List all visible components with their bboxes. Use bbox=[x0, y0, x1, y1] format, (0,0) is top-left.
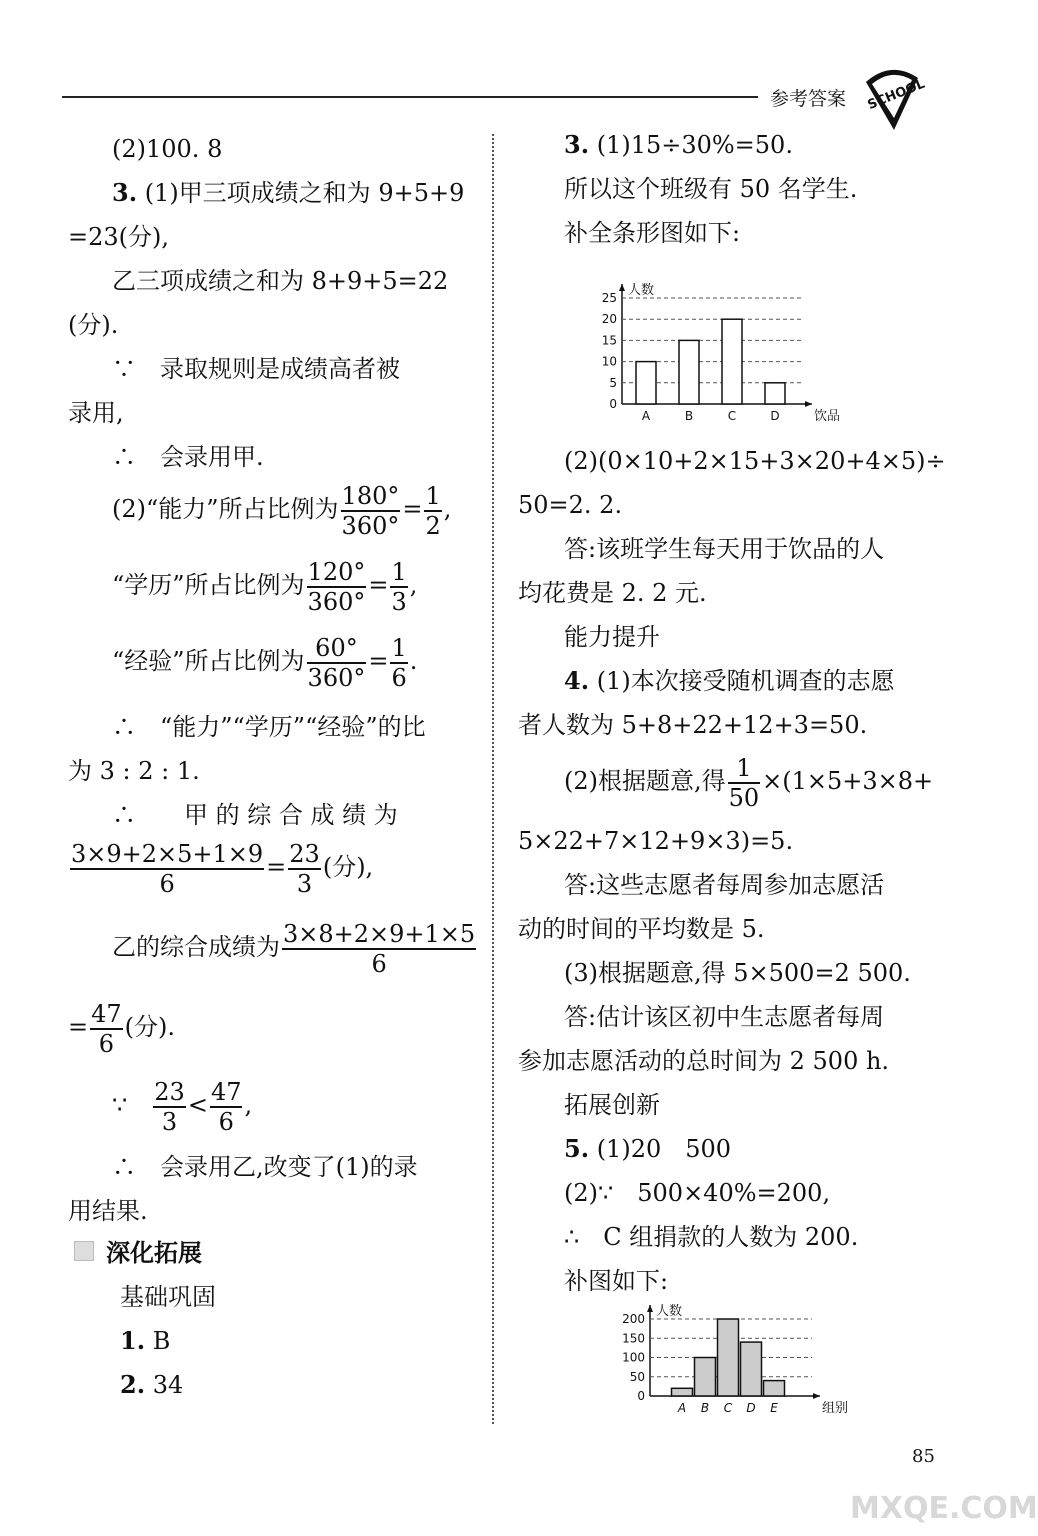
x-tick-label: B bbox=[700, 1401, 710, 1415]
y-tick-label: 20 bbox=[601, 312, 617, 327]
fraction bbox=[90, 1000, 123, 1058]
y-tick-label: 100 bbox=[622, 1350, 645, 1365]
punctuation: , bbox=[443, 495, 452, 523]
denominator: 6 bbox=[98, 1029, 115, 1058]
line-text: “学历”所占比例为 bbox=[112, 571, 305, 599]
denominator: 3 bbox=[391, 587, 407, 616]
line-text: (1)15÷30%=50. bbox=[589, 131, 793, 159]
fraction bbox=[424, 482, 441, 540]
line-text: (分). bbox=[124, 1013, 176, 1041]
x-axis-arrow bbox=[813, 1393, 820, 1399]
line: 参加志愿活动的总时间为 2 500 h. bbox=[518, 1047, 890, 1075]
line: ∵ 录取规则是成绩高者被 bbox=[112, 355, 400, 383]
denominator: 360° bbox=[307, 663, 366, 692]
x-tick-label: A bbox=[677, 1401, 687, 1415]
line: 为 3 : 2 : 1. bbox=[68, 757, 200, 785]
subsection-heading: 拓展创新 bbox=[564, 1091, 660, 1119]
fraction bbox=[307, 558, 367, 616]
line-text: (1)本次接受随机调查的志愿 bbox=[589, 667, 895, 695]
bar-chart-drinks bbox=[600, 262, 840, 432]
numerator: 3×8+2×9+1×5 bbox=[283, 919, 476, 948]
page-number: 85 bbox=[912, 1446, 935, 1467]
x-tick-label: A bbox=[641, 409, 651, 423]
line: =23(分), bbox=[68, 223, 170, 251]
x-axis-arrow bbox=[805, 401, 812, 407]
line: ∴ 甲 的 综 合 成 绩 为 bbox=[112, 801, 398, 829]
header-title: 参考答案 bbox=[770, 88, 847, 110]
line: 答:这些志愿者每周参加志愿活 bbox=[564, 871, 885, 899]
line bbox=[112, 178, 464, 208]
fraction bbox=[728, 754, 761, 812]
line bbox=[564, 1134, 731, 1164]
fraction bbox=[307, 634, 367, 692]
question-number: 3. bbox=[112, 178, 138, 207]
line-text: ∵ bbox=[112, 1091, 152, 1119]
line: 所以这个班级有 50 名学生. bbox=[564, 175, 858, 203]
numerator: 23 bbox=[154, 1077, 185, 1106]
math-line bbox=[112, 480, 451, 540]
math-line bbox=[564, 752, 933, 812]
numerator: 120° bbox=[307, 557, 366, 586]
watermark: MXQE.COM bbox=[850, 1491, 1038, 1526]
bar bbox=[679, 340, 699, 404]
numerator: 47 bbox=[91, 999, 122, 1028]
y-tick-label: 0 bbox=[637, 1389, 645, 1403]
fraction bbox=[70, 840, 264, 898]
line: 用结果. bbox=[68, 1197, 148, 1225]
fraction bbox=[390, 634, 407, 692]
line: 录用, bbox=[68, 399, 124, 427]
y-axis-arrow bbox=[647, 1305, 653, 1312]
question-number: 3. bbox=[564, 130, 590, 159]
bar bbox=[636, 362, 656, 404]
operator: = bbox=[266, 853, 287, 881]
denominator: 360° bbox=[341, 511, 400, 540]
line: 答:估计该区初中生志愿者每周 bbox=[564, 1003, 885, 1031]
column-divider bbox=[492, 134, 494, 1424]
line-text: ×(1×5+3×8+ bbox=[762, 767, 934, 795]
y-axis-arrow bbox=[619, 284, 625, 291]
line: 均花费是 2. 2 元. bbox=[518, 579, 707, 607]
numerator: 1 bbox=[391, 557, 407, 586]
fraction bbox=[153, 1078, 186, 1136]
numerator: 47 bbox=[210, 1077, 242, 1106]
y-tick-label: 15 bbox=[601, 333, 617, 348]
numerator: 60° bbox=[307, 634, 367, 664]
numerator: 180° bbox=[341, 481, 400, 510]
x-tick-label: D bbox=[770, 409, 780, 423]
y-tick-label: 200 bbox=[622, 1312, 645, 1326]
line-text: (分), bbox=[322, 853, 374, 881]
y-tick-label: 10 bbox=[601, 354, 617, 369]
math-line bbox=[68, 998, 175, 1058]
subsection-heading: 能力提升 bbox=[564, 623, 660, 651]
line bbox=[564, 130, 793, 160]
bar bbox=[672, 1388, 693, 1396]
line: 50=2. 2. bbox=[518, 491, 623, 519]
y-tick-label: 25 bbox=[601, 291, 617, 305]
line: ∴ 会录用甲. bbox=[112, 443, 264, 471]
denominator: 6 bbox=[218, 1107, 234, 1136]
denominator: 360° bbox=[307, 587, 366, 616]
y-tick-label: 5 bbox=[609, 375, 617, 390]
x-tick-label: E bbox=[770, 1401, 778, 1415]
fraction bbox=[288, 840, 321, 898]
line-text: (2)“能力”所占比例为 bbox=[112, 495, 339, 523]
operator: < bbox=[187, 1091, 208, 1119]
y-axis-label: 人数 bbox=[628, 283, 655, 298]
bar bbox=[695, 1358, 716, 1397]
math-line bbox=[112, 556, 417, 616]
question-number: 1. bbox=[120, 1326, 146, 1355]
numerator: 1 bbox=[425, 481, 441, 510]
fraction bbox=[341, 482, 401, 540]
line: 答:该班学生每天用于饮品的人 bbox=[564, 535, 885, 563]
denominator: 6 bbox=[159, 869, 175, 898]
denominator: 3 bbox=[296, 869, 313, 898]
line: ∴ “能力”“学历”“经验”的比 bbox=[112, 713, 426, 741]
denominator: 6 bbox=[371, 949, 387, 978]
operator: = bbox=[68, 1013, 89, 1041]
math-line bbox=[112, 1076, 252, 1136]
bar bbox=[764, 1381, 785, 1396]
numerator: 3×9+2×5+1×9 bbox=[71, 839, 264, 868]
line: ∴ 会录用乙,改变了(1)的录 bbox=[112, 1153, 418, 1181]
denominator: 50 bbox=[728, 783, 760, 812]
operator: = bbox=[402, 495, 423, 523]
line: 乙三项成绩之和为 8+9+5=22 bbox=[112, 267, 449, 295]
punctuation: , bbox=[409, 571, 418, 599]
math-line bbox=[68, 838, 373, 898]
line: (分). bbox=[68, 311, 119, 339]
denominator: 3 bbox=[161, 1107, 178, 1136]
question-number: 5. bbox=[564, 1134, 590, 1163]
x-tick-label: D bbox=[746, 1401, 756, 1415]
numerator: 23 bbox=[289, 839, 320, 868]
bar bbox=[718, 1319, 739, 1396]
denominator: 6 bbox=[391, 663, 407, 692]
math-line bbox=[112, 918, 478, 978]
operator: = bbox=[368, 647, 389, 675]
line-text: (1)甲三项成绩之和为 9+5+9 bbox=[137, 179, 465, 207]
fraction bbox=[282, 920, 476, 978]
line: ∴ C 组捐款的人数为 200. bbox=[564, 1223, 859, 1251]
x-axis-label: 饮品 bbox=[814, 409, 841, 424]
punctuation: , bbox=[244, 1091, 253, 1119]
line: 补图如下: bbox=[564, 1267, 669, 1295]
line: (2)∵ 500×40%=200, bbox=[564, 1179, 831, 1207]
line-text: (2)根据题意,得 bbox=[564, 767, 726, 795]
y-tick-label: 150 bbox=[622, 1331, 645, 1346]
x-tick-label: B bbox=[684, 409, 694, 423]
line-text: “经验”所占比例为 bbox=[112, 647, 305, 675]
logo-text: SCHOOL bbox=[865, 76, 928, 114]
line: 5×22+7×12+9×3)=5. bbox=[518, 827, 794, 855]
line-text: (1)20 500 bbox=[589, 1135, 732, 1163]
line bbox=[564, 666, 895, 696]
bar bbox=[722, 319, 742, 404]
math-line bbox=[112, 632, 417, 692]
x-tick-label: C bbox=[723, 1401, 733, 1415]
header-rule bbox=[62, 96, 758, 98]
section-heading: 深化拓展 bbox=[106, 1238, 202, 1267]
numerator: 1 bbox=[391, 633, 407, 662]
line: (3)根据题意,得 5×500=2 500. bbox=[564, 959, 911, 987]
y-tick-label: 0 bbox=[609, 397, 617, 411]
bar-chart-groups bbox=[612, 1300, 849, 1420]
denominator: 2 bbox=[425, 511, 441, 540]
line: (2)(0×10+2×15+3×20+4×5)÷ bbox=[564, 447, 946, 475]
operator: = bbox=[368, 571, 389, 599]
line: (2)100. 8 bbox=[112, 135, 223, 163]
line-text: 乙的综合成绩为 bbox=[112, 933, 280, 961]
fraction bbox=[210, 1078, 243, 1136]
line: 者人数为 5+8+22+12+3=50. bbox=[518, 711, 868, 739]
bar bbox=[741, 1342, 762, 1396]
line-text: 34 bbox=[145, 1371, 184, 1399]
x-axis-label: 组别 bbox=[822, 1401, 849, 1416]
y-tick-label: 50 bbox=[629, 1369, 645, 1384]
line: 补全条形图如下: bbox=[564, 219, 741, 247]
punctuation: . bbox=[409, 647, 418, 675]
x-tick-label: C bbox=[727, 409, 737, 423]
question-number: 2. bbox=[120, 1370, 146, 1399]
section-marker-icon bbox=[74, 1241, 94, 1261]
line-text: B bbox=[145, 1327, 171, 1355]
line bbox=[120, 1370, 183, 1400]
numerator: 1 bbox=[728, 754, 761, 784]
school-logo bbox=[858, 60, 928, 140]
line bbox=[120, 1326, 170, 1356]
subsection-heading: 基础巩固 bbox=[120, 1283, 216, 1311]
fraction bbox=[390, 558, 407, 616]
y-axis-label: 人数 bbox=[656, 1304, 683, 1319]
bar bbox=[765, 383, 785, 404]
line: 动的时间的平均数是 5. bbox=[518, 915, 765, 943]
question-number: 4. bbox=[564, 666, 590, 695]
